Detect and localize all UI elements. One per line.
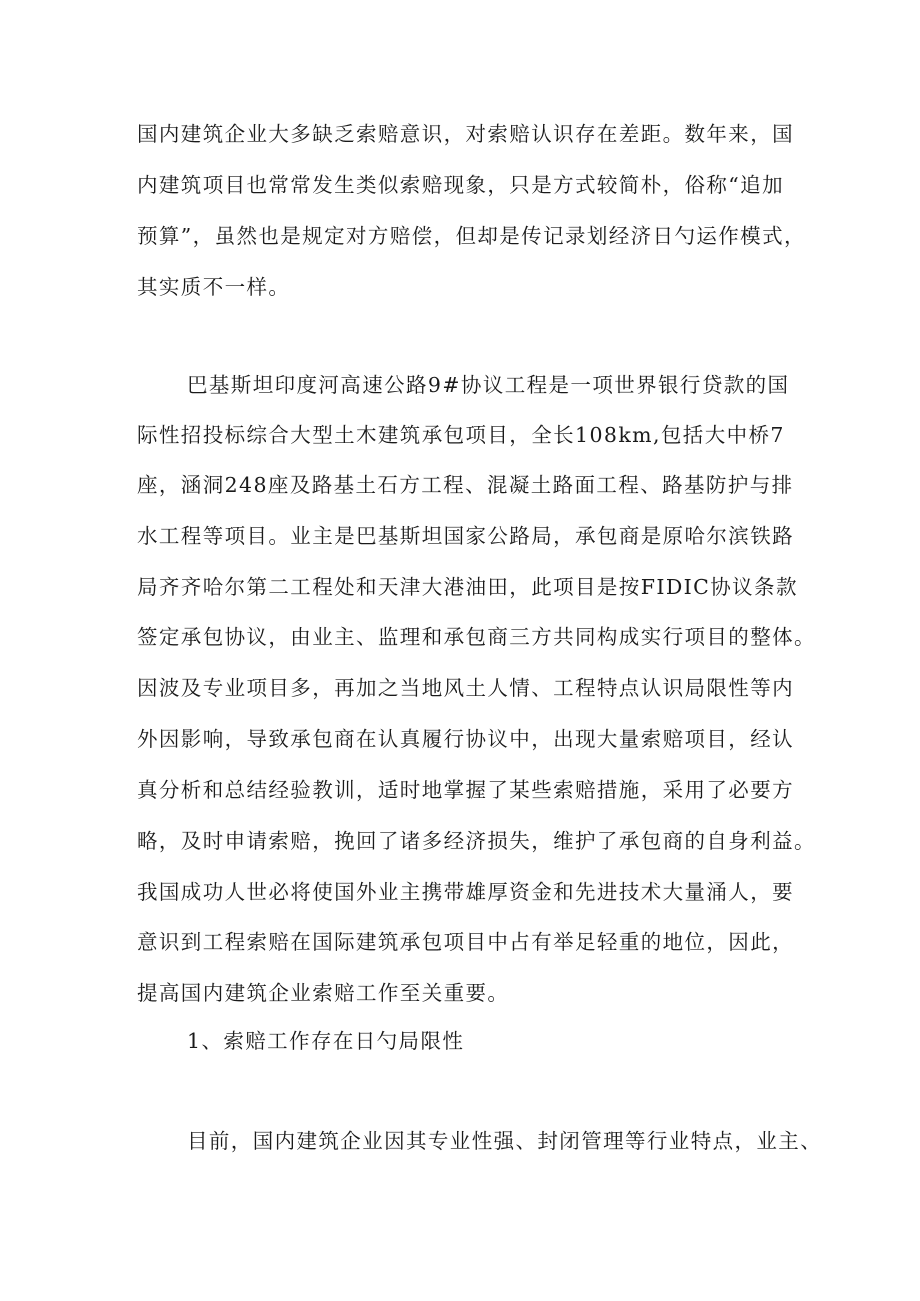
paragraph-2-line-1: 巴基斯坦印度河高速公路9#协议工程是一项世界银行贷款的国 [187, 373, 790, 397]
paragraph-2-line-10: 略，及时申请索赔，挽回了诸多经济损失，维护了承包商的自身利益。 [137, 829, 816, 853]
paragraph-2-line-4: 水工程等项目。业主是巴基斯坦国家公路局，承包商是原哈尔滨铁路 [137, 524, 794, 548]
paragraph-2-line-6: 签定承包协议，由业主、监理和承包商三方共同构成实行项目的整体。 [137, 625, 816, 649]
paragraph-2-line-11: 我国成功人世必将使国外业主携带雄厚资金和先进技术大量涌人，要 [137, 880, 794, 904]
paragraph-1-line-3: 预算”，虽然也是规定对方赔偿，但却是传记录划经济日勺运作模式， [137, 224, 806, 248]
paragraph-2-line-12: 意识到工程索赔在国际建筑承包项目中占有举足轻重的地位，因此， [137, 930, 794, 954]
paragraph-2-line-5: 局齐齐哈尔第二工程处和天津大港油田，此项目是按FIDIC协议条款 [137, 575, 798, 599]
paragraph-1-line-1: 国内建筑企业大多缺乏索赔意识，对索赔认识存在差距。数年来，国 [137, 122, 794, 146]
paragraph-2-line-2: 际性招投标综合大型土木建筑承包项目，全长108km,包括大中桥7 [137, 423, 785, 447]
paragraph-1-line-4: 其实质不一样。 [137, 275, 291, 299]
paragraph-2-line-3: 座，涵洞248座及路基土石方工程、混凝土路面工程、路基防护与排 [137, 473, 794, 497]
paragraph-2-line-7: 因波及专业项目多，再加之当地风土人情、工程特点认识局限性等内 [137, 676, 794, 700]
paragraph-2-line-13: 提高国内建筑企业索赔工作至关重要。 [137, 981, 510, 1005]
paragraph-2-line-8: 外因影响，导致承包商在认真履行协议中，出现大量索赔项目，经认 [137, 727, 794, 751]
paragraph-1-line-2: 内建筑项目也常常发生类似索赔现象，只是方式较简朴，俗称“追加 [137, 173, 784, 197]
section-heading: 1、索赔工作存在日勺局限性 [187, 1029, 465, 1053]
paragraph-3-line-1: 目前，国内建筑企业因其专业性强、封闭管理等行业特点，业主、 [187, 1129, 823, 1153]
paragraph-2-line-9: 真分析和总结经验教训，适时地掌握了某些索赔措施，采用了必要方 [137, 778, 794, 802]
